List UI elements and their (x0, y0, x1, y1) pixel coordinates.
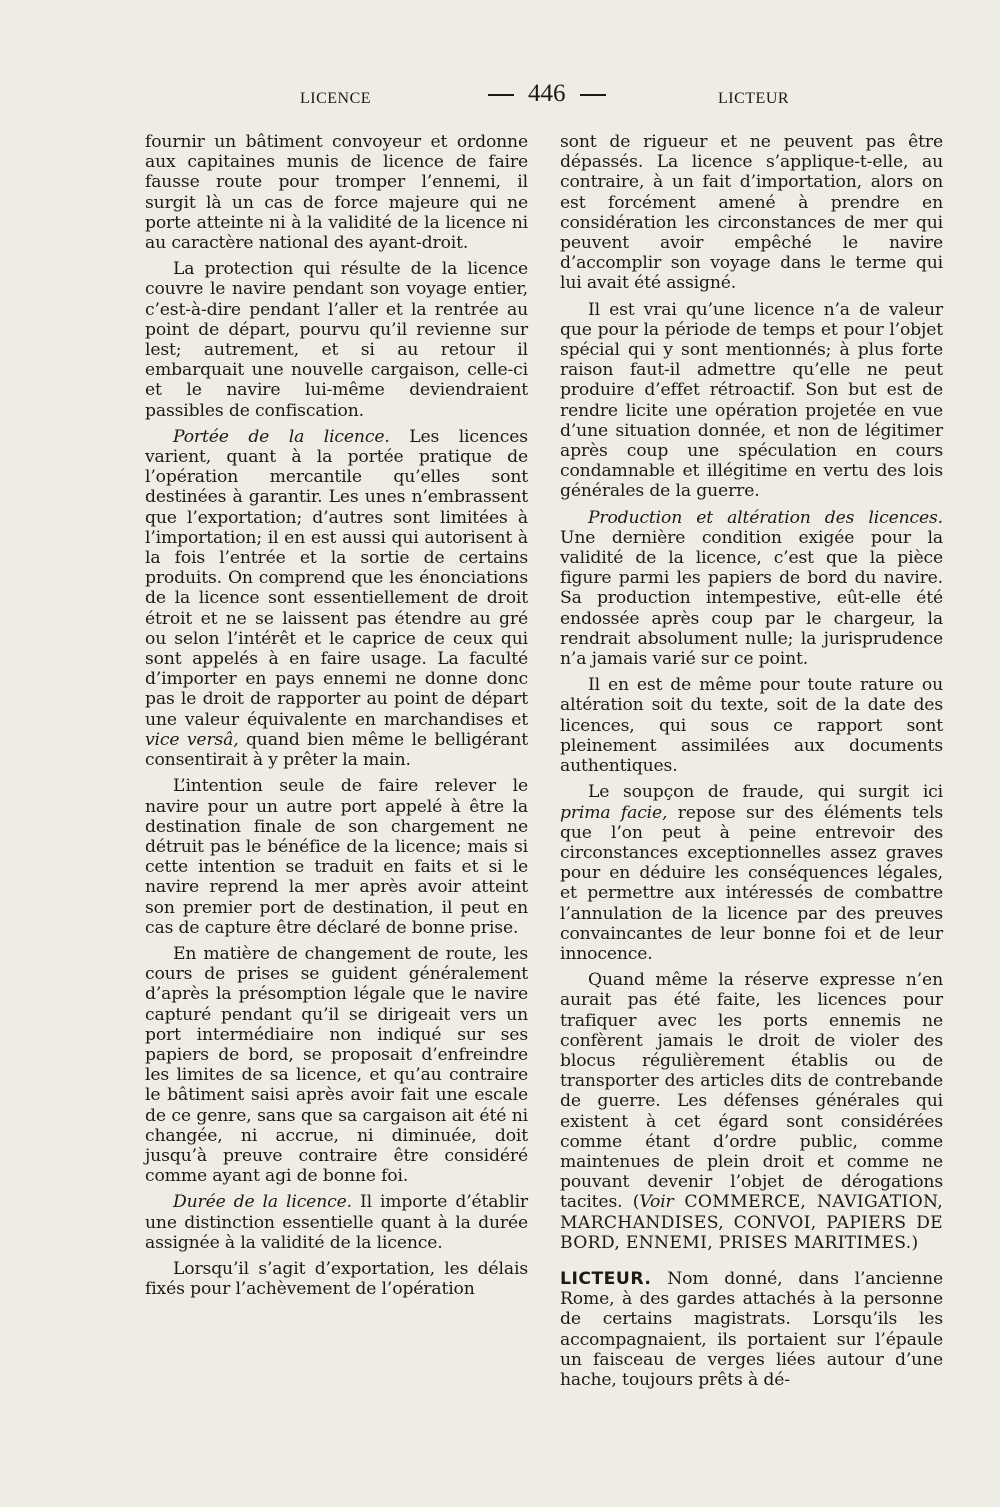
italic-term: prima facie, (560, 802, 668, 823)
paragraph: En matière de changement de route, les cours de prises se guident généralement d’après la présomption légale que le navire capturé pendant qu’il se dirigeait vers un port intermédiaire non indiqué sur ses papiers de bord, se proposait d’enfreindre les limites de sa licence, et qu’au contraire le bâtiment saisi après avoir fait une escale de ce genre, sans que sa cargaison ait été ni changée, ni accrue, ni diminuée, doit jusqu’à preuve contraire être considéré comme ayant agi de bonne foi. (145, 943, 528, 1187)
entry-text: Nom donné, dans l’ancienne Rome, à des gardes attachés à la personne de certains magistrats. Lorsqu’ils les accompagnaient, ils portaient sur l’épaule un faisceau de verges liées autour d’une hache, toujours prêts à dé- (560, 1268, 943, 1390)
entry-headword: LICTEUR. (560, 1268, 652, 1289)
paragraph (560, 508, 943, 670)
section-title: Production et altération des licences. (588, 507, 943, 528)
paragraph (145, 427, 528, 770)
paragraph: fournir un bâtiment convoyeur et ordonne aux capitaines munis de licence de faire fausse route pour tromper l’ennemi, il surgit là un cas de force majeure qui ne porte atteinte ni à la validité de la licence ni au caractère national des ayant-droit. (145, 132, 528, 254)
paragraph: Il est vrai qu’une licence n’a de valeur que pour la période de temps et pour l’objet spécial qui y sont mentionnés; à plus forte raison faut-il admettre qu’elle ne peut produire d’effet rétroactif. Son but est de rendre licite une opération projetée en vue d’une situation donnée, et non de légitimer après coup une spéculation en cours condamnable et illégitime en vertu des lois générales de la guerre. (560, 299, 943, 502)
paragraph: Lorsqu’il s’agit d’exportation, les délais fixés pour l’achèvement de l’opération (145, 1258, 528, 1300)
paragraph-text: Une dernière condition exigée pour la validité de la licence, c’est que la pièce figure parmi les papiers de bord du navire. Sa production intempestive, eût-elle été endossée après coup par le chargeur, la rendrait absolument nulle; la jurisprudence n’a jamais varié sur ce point. (560, 527, 943, 670)
italic-term: Voir (639, 1192, 674, 1213)
paragraph (145, 1192, 528, 1253)
header-right-word: LICTEUR (718, 90, 790, 107)
section-title: Durée de la licence. (173, 1192, 352, 1213)
dash-right (580, 94, 606, 96)
paragraph: La protection qui résulte de la licence couvre le navire pendant son voyage entier, c’est-à-dire pendant l’aller et la rentrée au point de départ, pourvu qu’il revienne sur lest; autrement, et si au retour il embarquait une nouvelle cargaison, celle-ci et le navire lui-même deviendraient passibles de confiscation. (145, 259, 528, 421)
paragraph-text: Les licences varient, quant à la portée pratique de l’opération mercantile qu’elles sont destinées à garantir. Les unes n’embrassent que l’exportation; d’autres sont limitées à l’importation; il en est aussi qui autorisent à la fois l’entrée et la sortie de certains produits. On comprend que les énonciations de la licence sont essentiellement de droit étroit et ne se laissent pas étendre au gré ou selon l’intérêt et le caprice de ceux qui sont appelés à en faire usage. La faculté d’importer en pays ennemi ne donne donc pas le droit de rapporter au point de départ une valeur équivalente en marchandises et (145, 426, 528, 730)
right-column (560, 132, 943, 1396)
left-column (145, 132, 528, 1305)
italic-term: vice versâ, (145, 729, 239, 750)
paragraph: L’intention seule de faire relever le navire pour un autre port appelé à être la destination finale de son chargement ne détruit pas le bénéfice de la licence; mais si cette intention se traduit en faits et si le navire reprend la mer après avoir atteint son premier port de destination, il peut en cas de capture être déclaré de bonne prise. (145, 776, 528, 938)
paragraph: sont de rigueur et ne peuvent pas être dépassés. La licence s’applique-t-elle, au contraire, à un fait d’importation, alors on est forcément amené à prendre en considération les circonstances de mer qui peuvent avoir empêché le navire d’accomplir son voyage dans le terme qui lui avait été assigné. (560, 132, 943, 294)
dash-left (488, 94, 514, 96)
paragraph: Il en est de même pour toute rature ou altération soit du texte, soit de la date des licences, qui sous ce rapport sont pleinement assimilées aux documents authentiques. (560, 675, 943, 777)
paragraph (560, 970, 943, 1253)
section-title: Portée de la licence. (173, 426, 390, 447)
cross-references: COMMERCE, NAVIGATION, MARCHANDISES, CONVOI, PAPIERS DE BORD, ENNEMI, PRISES MARITIMES.) (560, 1192, 944, 1253)
paragraph-text: Il importe d’établir une distinction essentielle quant à la durée assignée à la validité de la licence. (145, 1192, 528, 1253)
paragraph-text: Le soupçon de fraude, qui surgit ici (588, 782, 943, 803)
paragraph-text: repose sur des éléments tels que l’on peut à peine entrevoir des circonstances exceptionnelles assez graves pour en déduire les conséquences légales, et permettre aux intéressés de combattre l’annulation de la licence par des preuves convaincantes de leur bonne foi et de leur innocence. (560, 802, 943, 964)
paragraph (560, 782, 943, 964)
dictionary-entry (560, 1269, 943, 1390)
header-left-word: LICENCE (300, 90, 372, 107)
paragraph-text: Quand même la réserve expresse n’en aurait pas été faite, les licences pour trafiquer avec les ports ennemis ne confèrent jamais le droit de violer des blocus régulièrement établis ou de transporter des articles dits de contrebande de guerre. Les défenses générales qui existent à cet égard sont considérées comme étant d’ordre public, comme maintenues de plein droit et comme ne pouvant devenir l’objet de dérogations tacites. ( (560, 970, 943, 1213)
running-header (0, 80, 1000, 116)
paragraph-text: quand bien même le belligérant consentirait à y prêter la main. (145, 729, 528, 771)
page-number-group (474, 80, 620, 108)
page-number: 446 (528, 80, 566, 107)
